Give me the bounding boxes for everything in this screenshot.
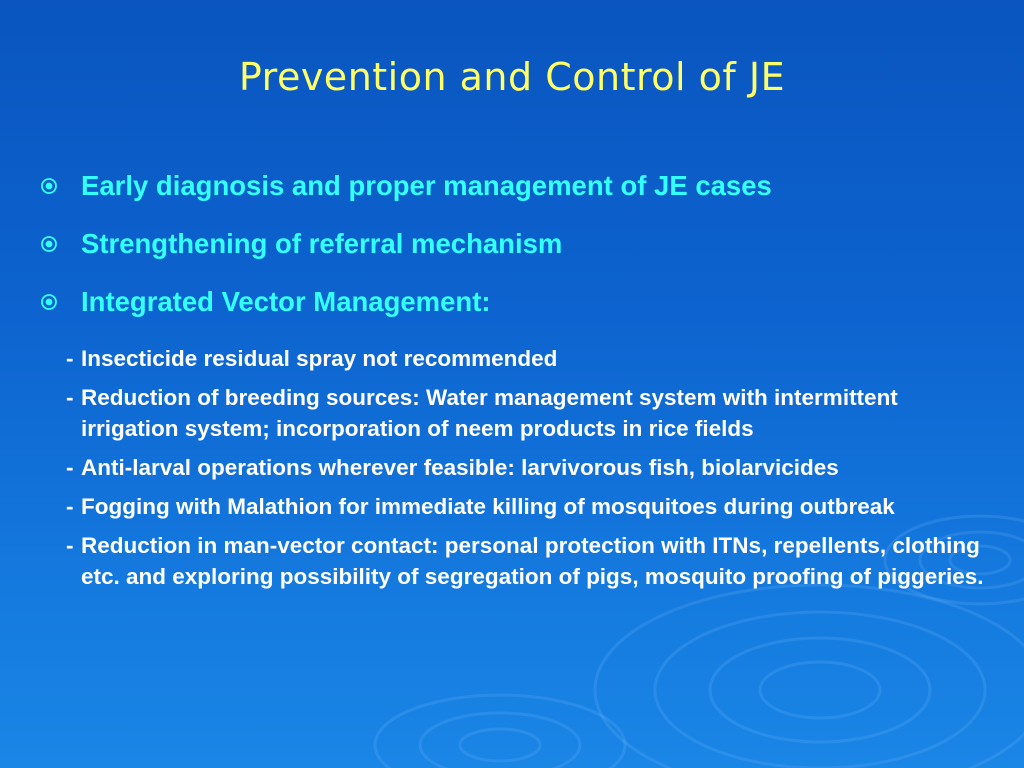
circle-bullet-icon — [40, 293, 58, 311]
dash-marker: - — [66, 494, 74, 519]
sub-item — [66, 530, 996, 592]
main-bullet-list — [40, 165, 1000, 339]
bullet-text: Integrated Vector Management: — [81, 286, 491, 317]
sub-item-text: Reduction in man-vector contact: personal protection with ITNs, repellents, clothing etc. and exploring possibility of segregation of pigs, mosquito proofing of piggeries. — [81, 533, 984, 589]
dash-marker: - — [66, 385, 74, 410]
dash-marker: - — [66, 346, 74, 371]
dash-marker: - — [66, 455, 74, 480]
sub-item-list — [66, 343, 996, 600]
bullet-item — [40, 281, 1000, 339]
sub-item-text: Reduction of breeding sources: Water management system with intermittent irrigation system; incorporation of neem products in rice fields — [81, 385, 898, 441]
circle-bullet-icon — [40, 235, 58, 253]
sub-item — [66, 382, 996, 444]
bullet-item — [40, 223, 1000, 281]
sub-item-text: Insecticide residual spray not recommended — [81, 346, 558, 371]
slide-title: Prevention and Control of JE — [238, 55, 786, 99]
sub-item — [66, 452, 996, 483]
bullet-text: Early diagnosis and proper management of JE cases — [81, 170, 772, 201]
sub-item — [66, 491, 996, 522]
circle-bullet-icon — [40, 177, 58, 195]
dash-marker: - — [66, 533, 74, 558]
sub-item-text: Fogging with Malathion for immediate killing of mosquitoes during outbreak — [81, 494, 895, 519]
bullet-item — [40, 165, 1000, 223]
sub-item-text: Anti-larval operations wherever feasible: larvivorous fish, biolarvicides — [81, 455, 839, 480]
bullet-text: Strengthening of referral mechanism — [81, 228, 563, 259]
sub-item — [66, 343, 996, 374]
